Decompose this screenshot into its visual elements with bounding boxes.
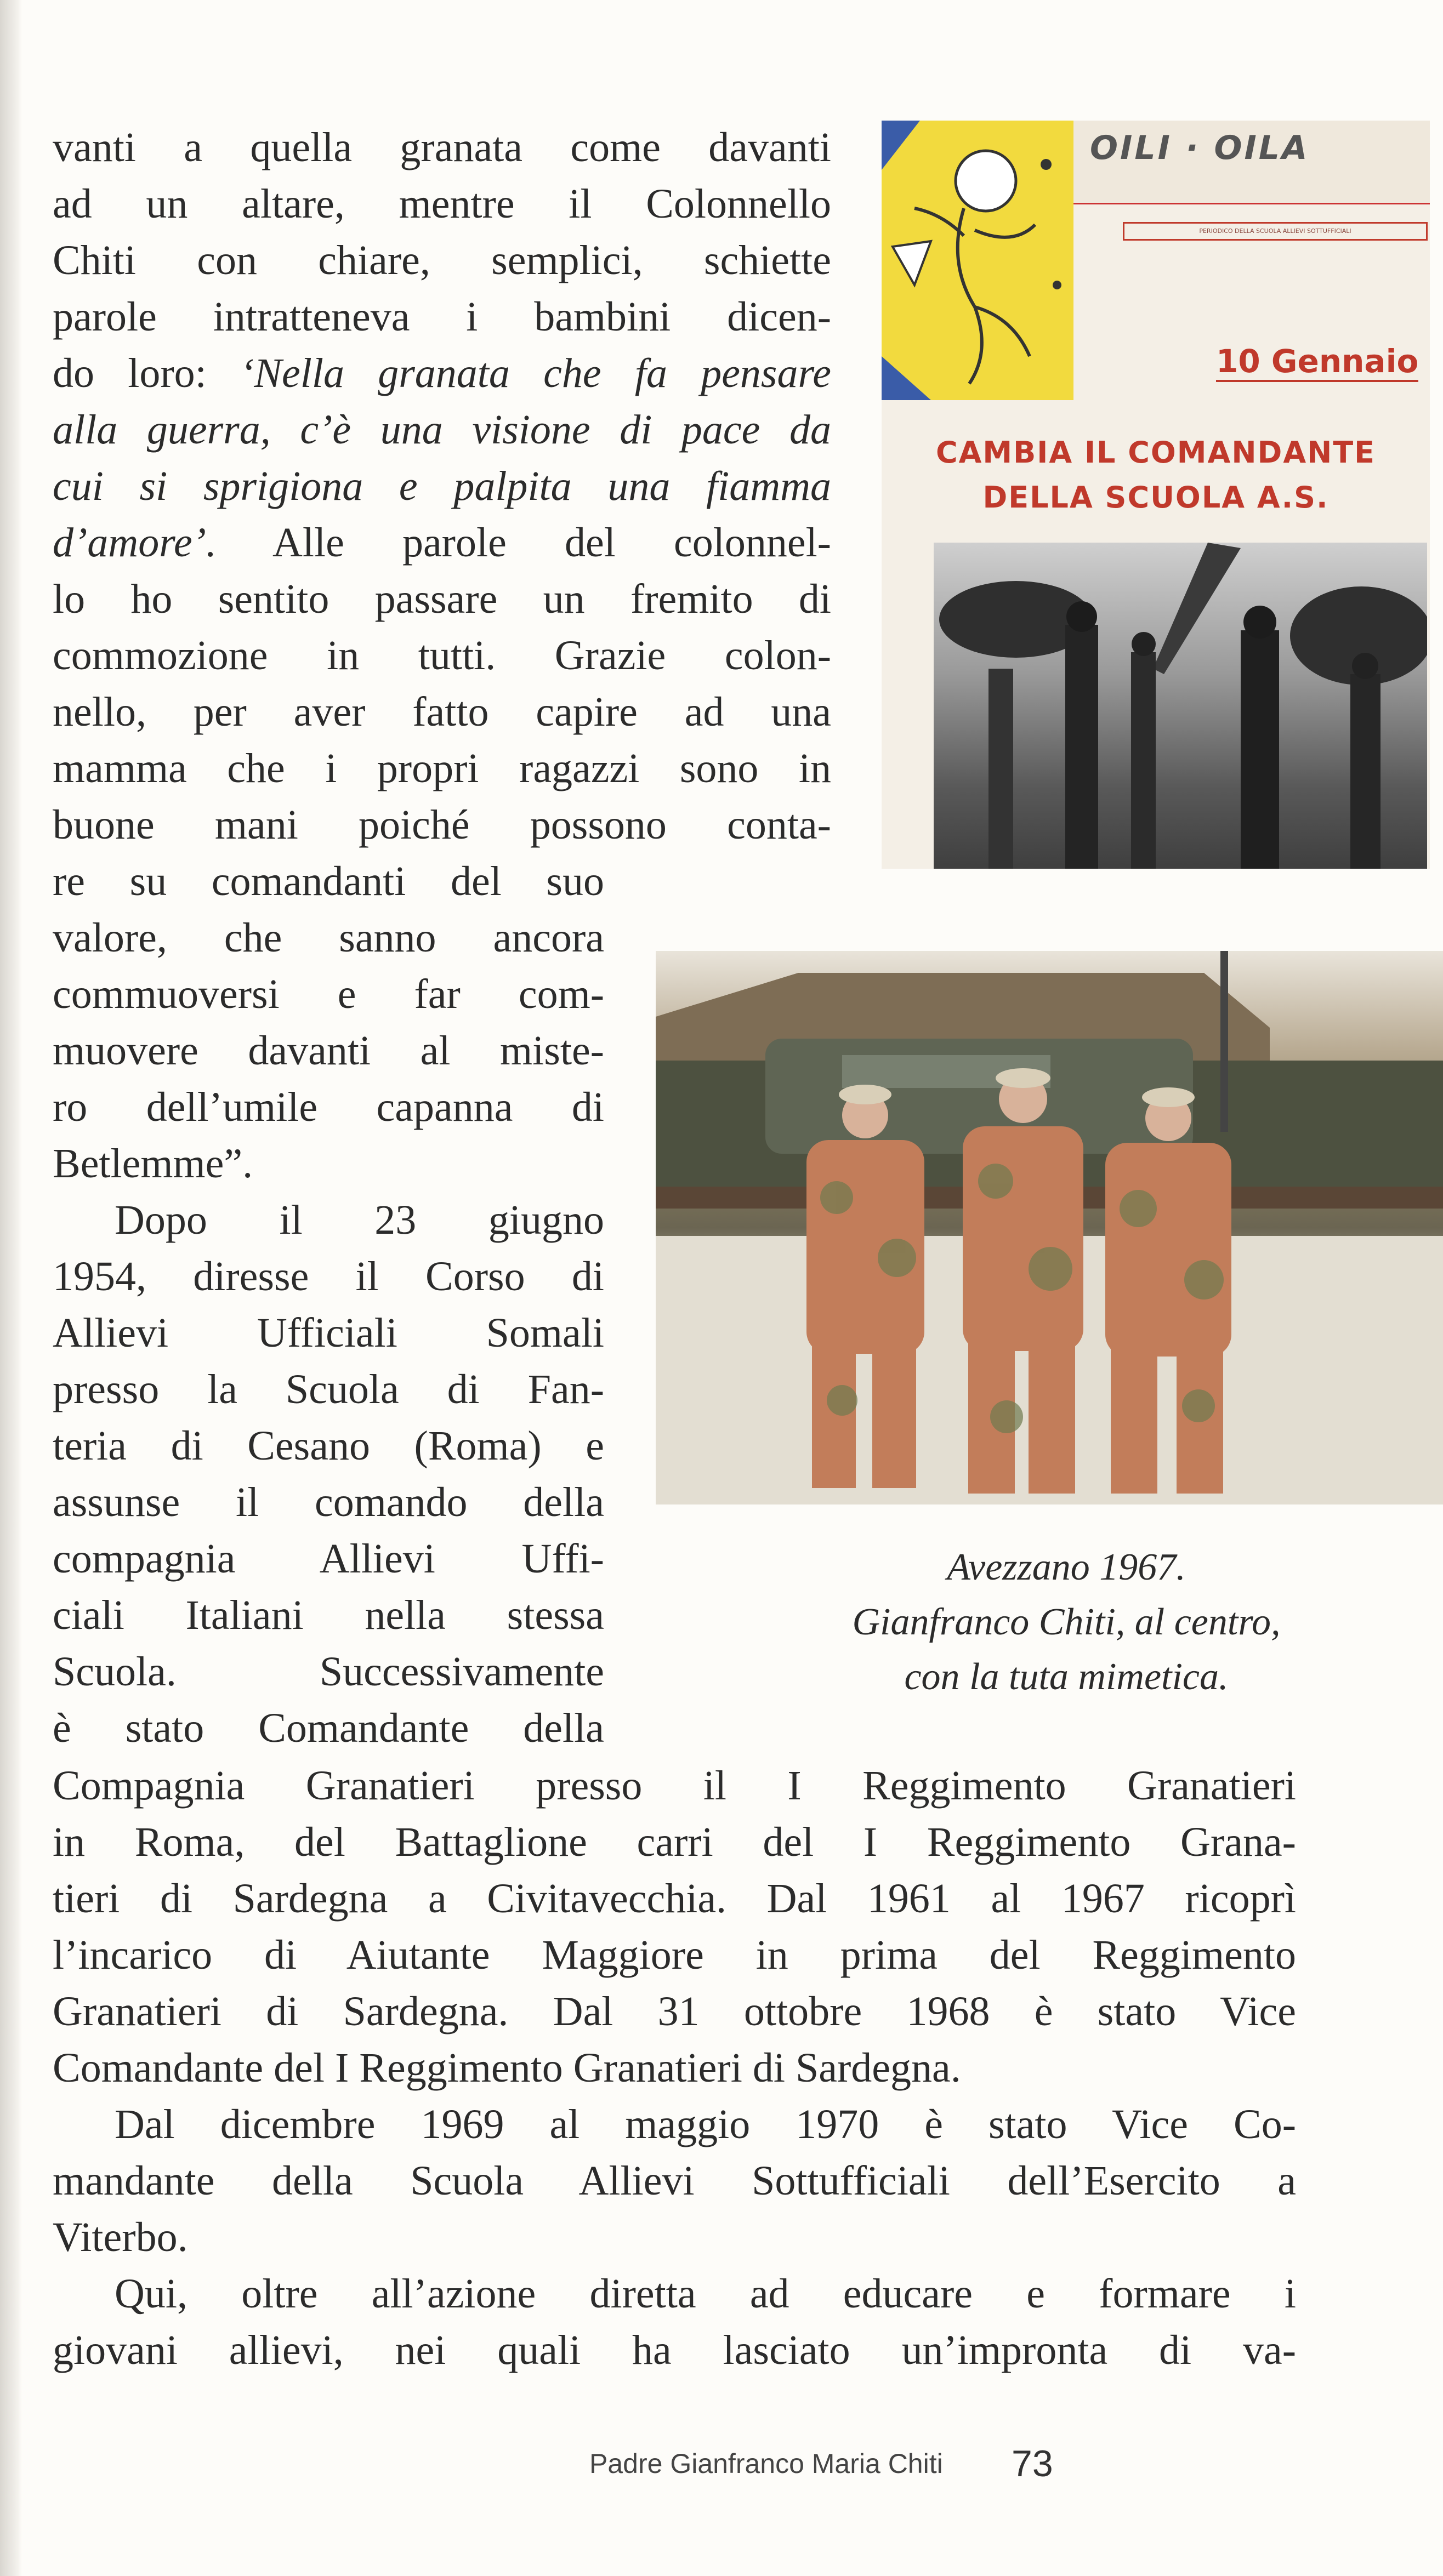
text-line: in Roma, del Battaglione carri del I Reggimento Grana- [53, 1819, 1296, 1865]
quote-text: ‘Nella granata che fa pensare [240, 350, 831, 396]
photo-caption [789, 1540, 1343, 1705]
text-line: vanti a quella granata come davanti [53, 124, 831, 170]
text-line: commozione in tutti. Grazie colon- [53, 632, 831, 679]
clipping-date: 10 Gennaio [1216, 343, 1418, 382]
full-width-text [53, 1758, 1296, 2379]
ceremony-scene-icon [934, 543, 1427, 869]
caption-line: con la tuta mimetica. [904, 1656, 1229, 1698]
text-line: commuoversi e far com- [53, 971, 604, 1017]
text-line: d’amore’. Alle parole del colonnel- [53, 520, 831, 566]
quote-text: d’amore’. [53, 520, 217, 566]
page-binding-shadow [0, 0, 22, 2576]
text-line: Dopo il 23 giugno [115, 1197, 604, 1243]
text-line: Chiti con chiare, semplici, schiette [53, 237, 831, 283]
narrow-column [53, 853, 604, 1757]
masthead-subtitle: PERIODICO DELLA SCUOLA ALLIEVI SOTTUFFICIALI [1123, 222, 1428, 241]
text-line: Granatieri di Sardegna. Dal 31 ottobre 1968 è stato Vice [53, 1988, 1296, 2034]
caption-line: Gianfranco Chiti, al centro, [852, 1601, 1281, 1643]
text-line: presso la Scuola di Fan- [53, 1366, 604, 1412]
text-line: ro dell’umile capanna di [53, 1084, 604, 1130]
text-line: Comandante del I Reggimento Granatieri di Sardegna. [53, 2045, 961, 2091]
cartoon-illustration [882, 121, 1073, 400]
text-line: l’incarico di Aiutante Maggiore in prima del Reggimento [53, 1932, 1296, 1978]
text-line: re su comandanti del suo [53, 858, 604, 904]
text-line: mamma che i propri ragazzi sono in [53, 745, 831, 791]
caption-line: Avezzano 1967. [947, 1546, 1186, 1588]
text-line: buone mani poiché possono conta- [53, 802, 831, 848]
masthead-title: OILI · OILA [1090, 129, 1310, 167]
running-footer: Padre Gianfranco Maria Chiti [589, 2448, 943, 2479]
text-line: Viterbo. [53, 2214, 188, 2260]
soldiers-with-tank-icon [656, 951, 1443, 1504]
text-line: valore, che sanno ancora [53, 915, 604, 961]
text-line: Dal dicembre 1969 al maggio 1970 è stato Vice Co- [115, 2101, 1296, 2147]
text-line: do loro: ‘Nella granata che fa pensare [53, 350, 831, 396]
text-line: lo ho sentito passare un fremito di [53, 576, 831, 622]
text-line: parole intratteneva i bambini dicen- [53, 294, 831, 340]
page-number: 73 [1012, 2443, 1053, 2484]
quote-text: alla guerra, c’è una visione di pace da [53, 407, 831, 453]
paragraph-1 [53, 119, 831, 853]
text-line: è stato Comandante della [53, 1705, 604, 1751]
text-line: mandante della Scuola Allievi Sottufficiali dell’Esercito a [53, 2158, 1296, 2204]
text-line: Compagnia Granatieri presso il I Reggimento Granatieri [53, 1763, 1296, 1809]
text-line: Betlemme”. [53, 1141, 253, 1187]
headline-line: DELLA SCUOLA A.S. [982, 480, 1329, 515]
text-line: nello, per aver fatto capire ad una [53, 689, 831, 735]
clipping-headline [882, 430, 1430, 520]
text-line: giovani allievi, nei quali ha lasciato un’impronta di va- [53, 2327, 1296, 2373]
text-line: 1954, diresse il Corso di [53, 1253, 604, 1300]
newsletter-clipping [882, 121, 1430, 869]
text-line: teria di Cesano (Roma) e [53, 1423, 604, 1469]
quote-text: cui si sprigiona e palpita una fiamma [53, 463, 831, 509]
ceremony-photo [934, 543, 1427, 869]
text-line: ciali Italiani nella stessa [53, 1592, 604, 1638]
cartoon-figure-icon [882, 121, 1073, 400]
text-line: compagnia Allievi Uffi- [53, 1536, 604, 1582]
text-line: ad un altare, mentre il Colonnello [53, 181, 831, 227]
text-line: assunse il comando della [53, 1479, 604, 1525]
text-line: Qui, oltre all’azione diretta ad educare e formare i [115, 2271, 1296, 2317]
text-line: tieri di Sardegna a Civitavecchia. Dal 1961 al 1967 ricoprì [53, 1876, 1296, 1922]
headline-line: CAMBIA IL COMANDANTE [935, 435, 1376, 470]
avezzano-photo [656, 951, 1443, 1504]
text-line: Scuola. Successivamente [53, 1649, 604, 1695]
text-line: Allievi Ufficiali Somali [53, 1310, 604, 1356]
text-line: muovere davanti al miste- [53, 1028, 604, 1074]
